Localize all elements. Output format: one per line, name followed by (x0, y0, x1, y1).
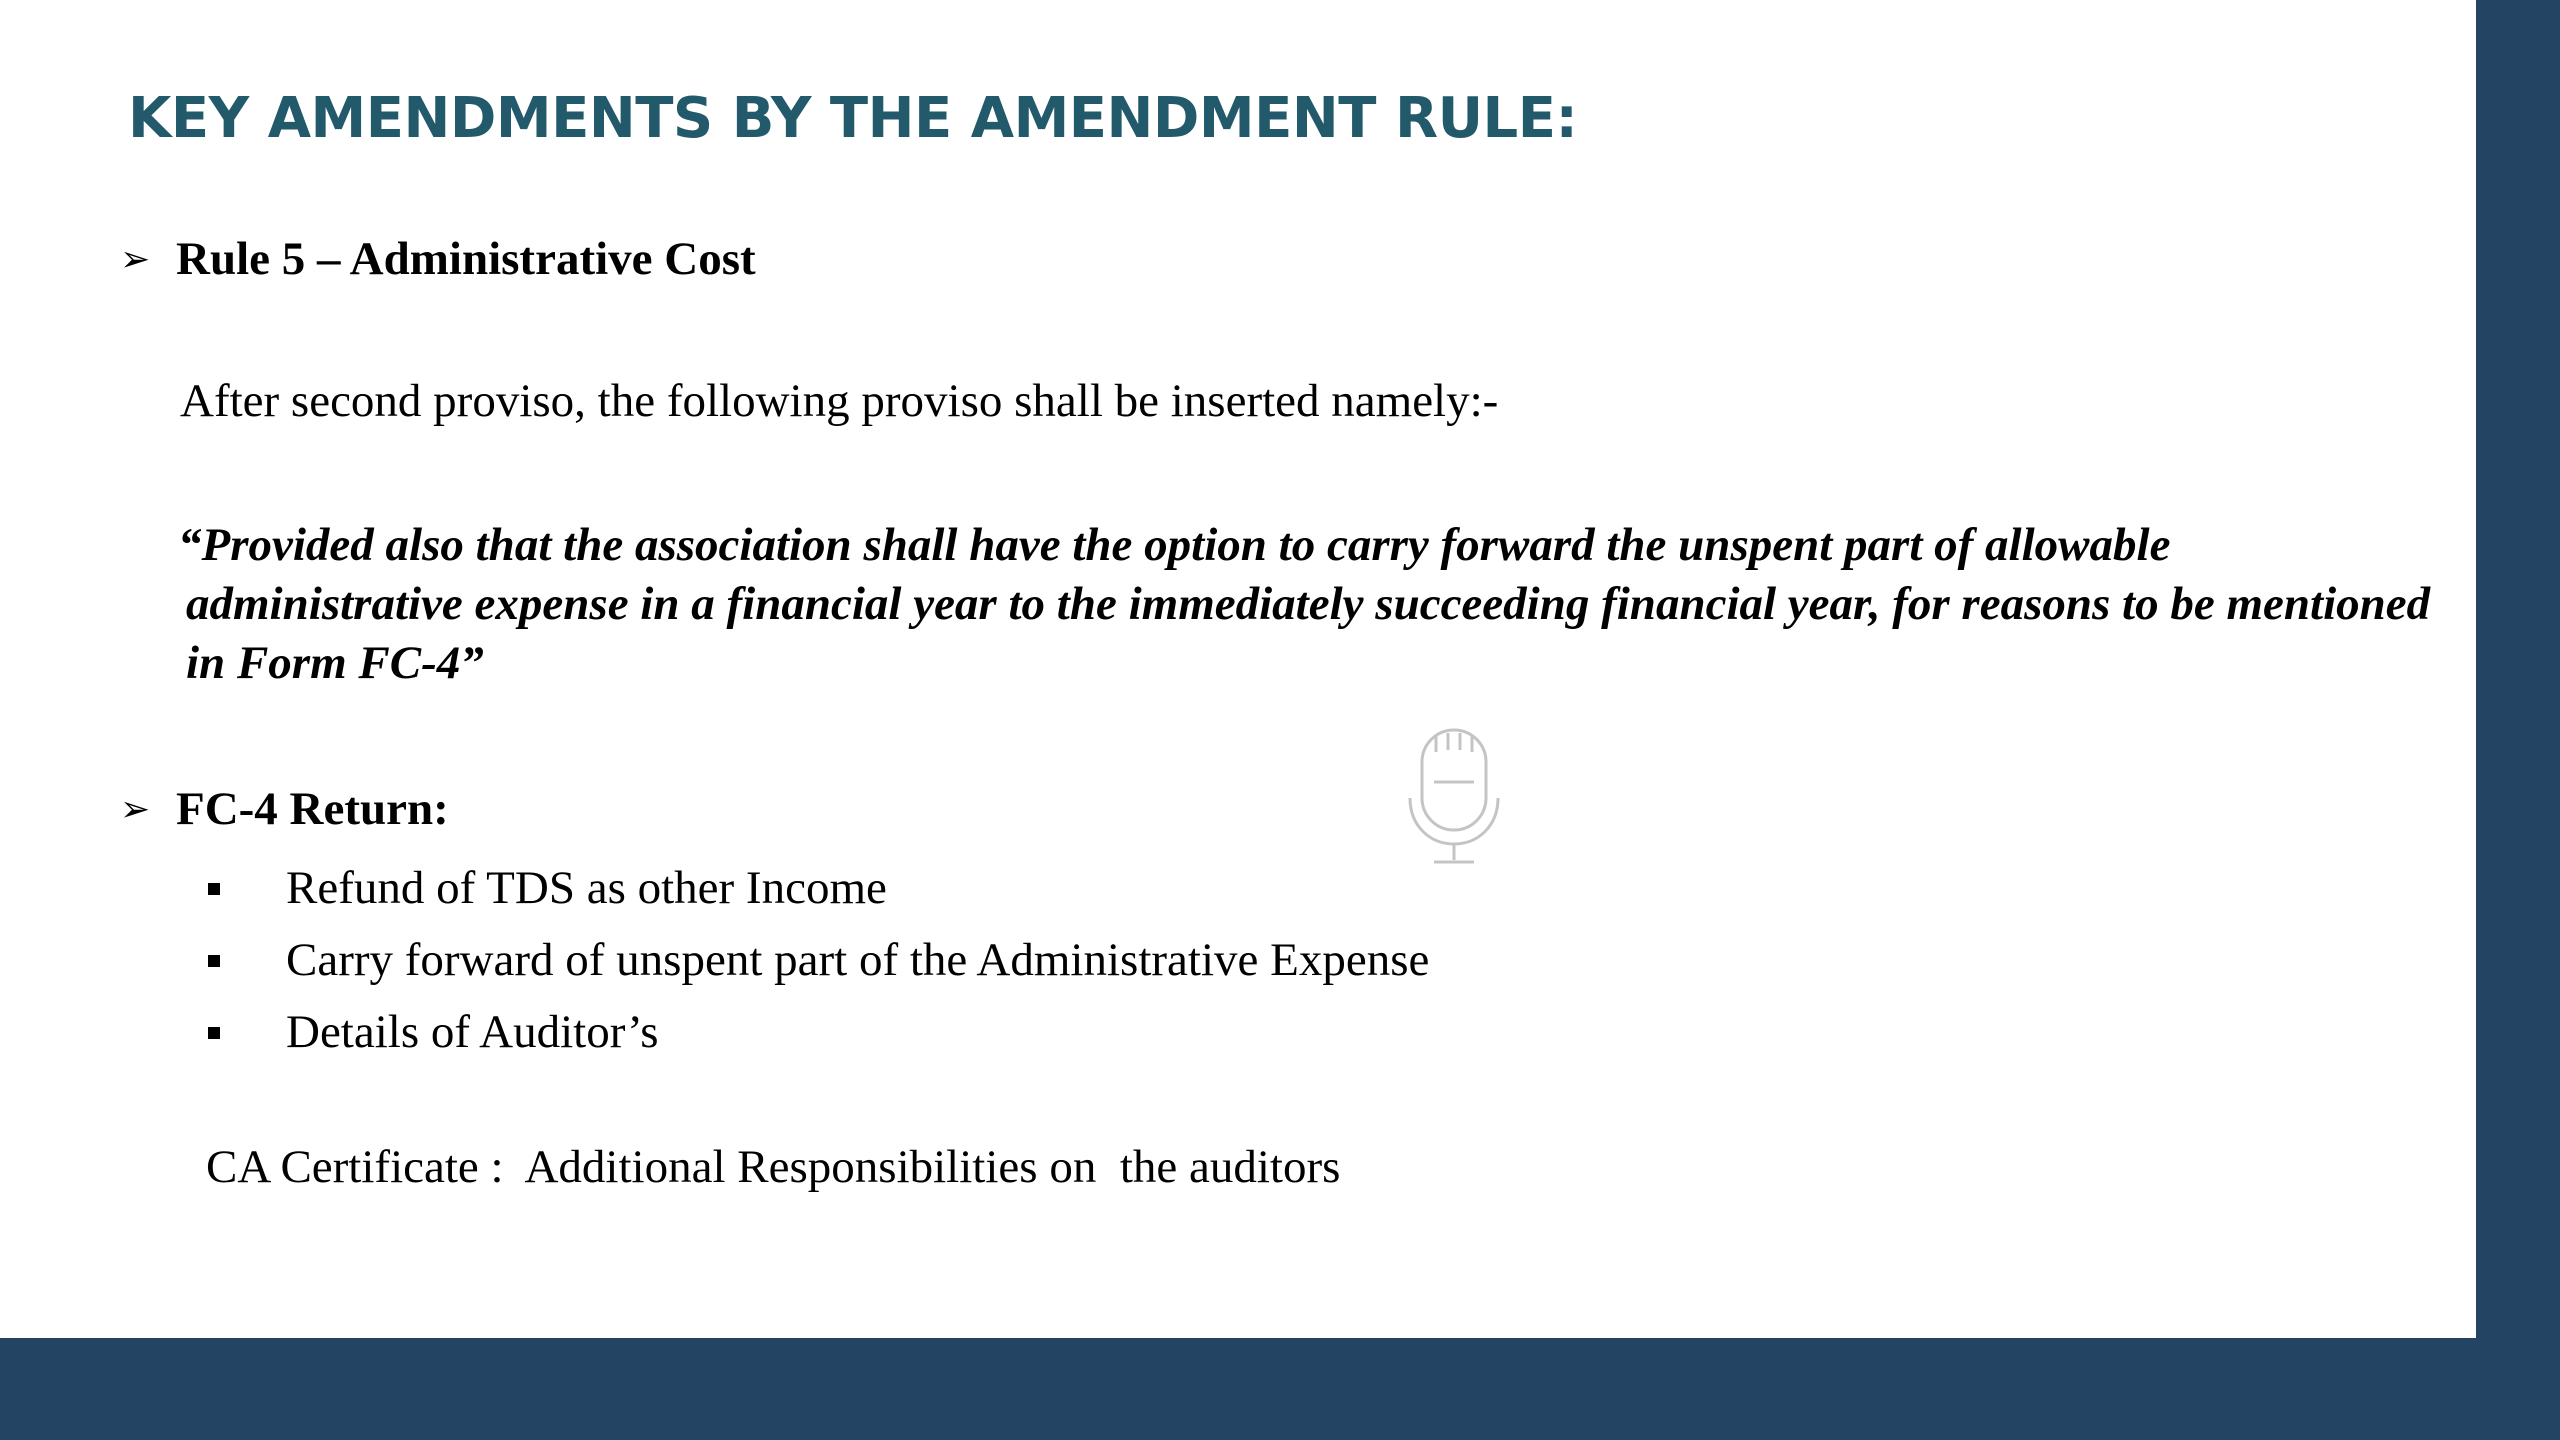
bottom-frame-band (0, 1338, 2560, 1440)
slide-title: KEY AMENDMENTS BY THE AMENDMENT RULE: (128, 86, 1578, 151)
square-bullet-icon (208, 883, 220, 895)
square-bullet-icon (208, 1027, 220, 1039)
list-item-text: Refund of TDS as other Income (286, 862, 887, 914)
fc4-heading-text: FC-4 Return: (176, 783, 449, 835)
arrowhead-bullet-icon: ➢ (120, 238, 151, 280)
square-bullet-icon (208, 955, 220, 967)
list-item-text: Carry forward of unspent part of the Administrative Expense (286, 934, 1430, 986)
ca-certificate-line: CA Certificate : Additional Responsibilities on the auditors (206, 1141, 1341, 1193)
arrowhead-bullet-icon: ➢ (120, 788, 151, 830)
list-item (208, 996, 1429, 1068)
proviso-intro: After second proviso, the following proviso shall be inserted namely:- (180, 375, 1499, 427)
list-item (208, 924, 1429, 996)
proviso-quote: “Provided also that the association shall have the option to carry forward the unspent part of allowable administrative expense in a financial year to the immediately succeeding financial year, for reasons to be mentioned in Form FC-4” (178, 519, 2431, 689)
right-frame-band (2476, 0, 2560, 1440)
rule5-heading (120, 232, 756, 286)
microphone-icon[interactable] (1404, 726, 1504, 866)
fc4-list (208, 852, 1429, 1068)
rule5-heading-text: Rule 5 – Administrative Cost (176, 233, 756, 285)
list-item (208, 852, 1429, 924)
fc4-heading (120, 782, 449, 836)
list-item-text: Details of Auditor’s (286, 1006, 659, 1058)
